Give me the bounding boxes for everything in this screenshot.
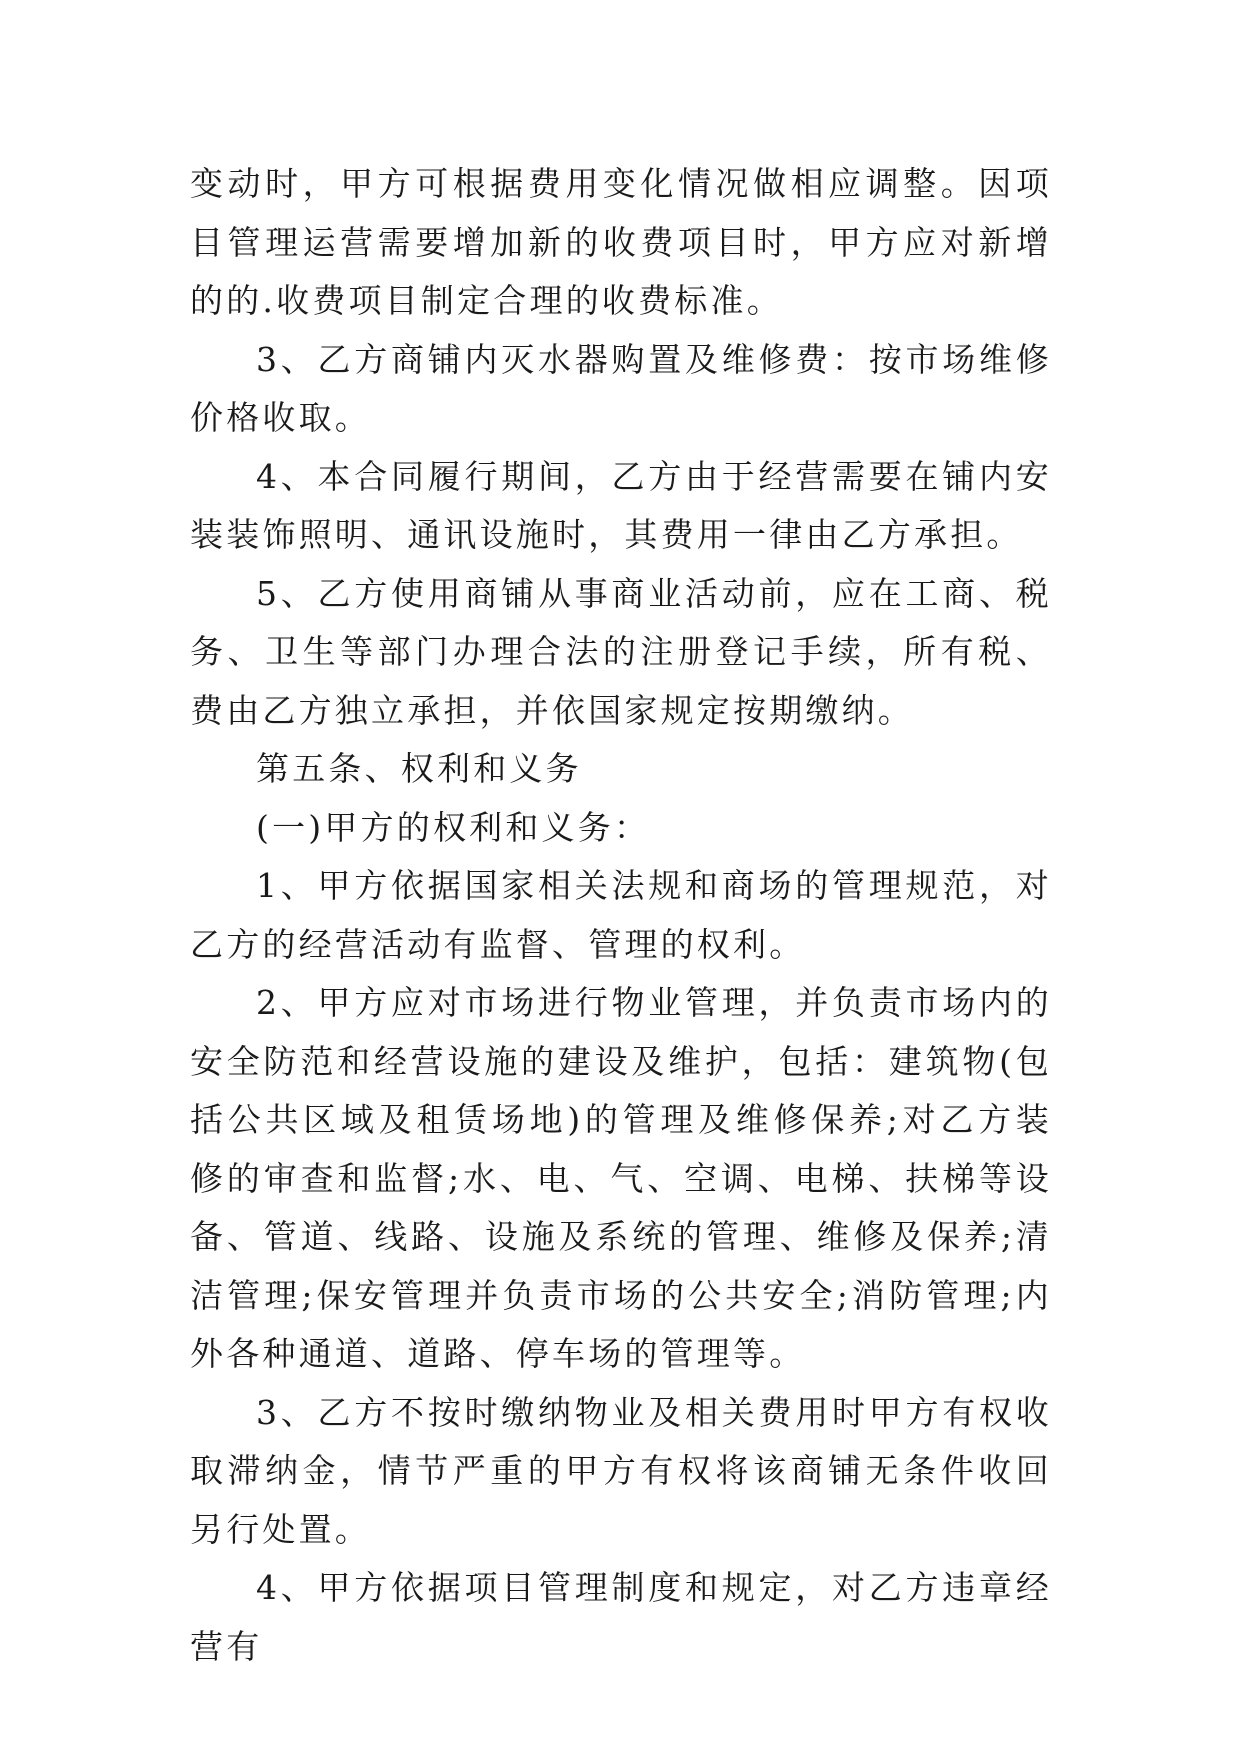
paragraph-party-a-item-1: 1、甲方依据国家相关法规和商场的管理规范，对乙方的经营活动有监督、管理的权利。 <box>190 866 1052 964</box>
paragraph-party-a-item-3: 3、乙方不按时缴纳物业及相关费用时甲方有权收取滞纳金，情节严重的甲方有权将该商铺无条件收回另行处置。 <box>190 1392 1052 1549</box>
paragraph-clause-4: 4、本合同履行期间，乙方由于经营需要在铺内安装装饰照明、通讯设施时，其费用一律由乙方承担。 <box>190 456 1052 554</box>
paragraph-party-a-item-2: 2、甲方应对市场进行物业管理，并负责市场内的安全防范和经营设施的建设及维护，包括：建筑物(包括公共区域及租赁场地)的管理及维修保养;对乙方装修的审查和监督;水、电、气、空调、电梯、扶梯等设备、管道、线路、设施及系统的管理、维修及保养;清洁管理;保安管理并负责市场的公共安全;消防管理;内外各种通道、道路、停车场的管理等。 <box>190 983 1052 1373</box>
paragraph-clause-3: 3、乙方商铺内灭水器购置及维修费：按市场维修价格收取。 <box>190 339 1052 437</box>
paragraph-clause-5: 5、乙方使用商铺从事商业活动前，应在工商、税务、卫生等部门办理合法的注册登记手续，所有税、费由乙方独立承担，并依国家规定按期缴纳。 <box>190 573 1052 730</box>
paragraph-party-a-item-4: 4、甲方依据项目管理制度和规定，对乙方违章经营有 <box>190 1568 1052 1666</box>
subsection-heading-party-a: (一)甲方的权利和义务： <box>256 807 651 847</box>
document-body <box>190 155 1052 1676</box>
paragraph-fee-adjustment: 变动时，甲方可根据费用变化情况做相应调整。因项目管理运营需要增加新的收费项目时，甲方应对新增的的.收费项目制定合理的收费标准。 <box>190 164 1052 320</box>
section-heading-article-5: 第五条、权利和义务 <box>256 749 582 788</box>
